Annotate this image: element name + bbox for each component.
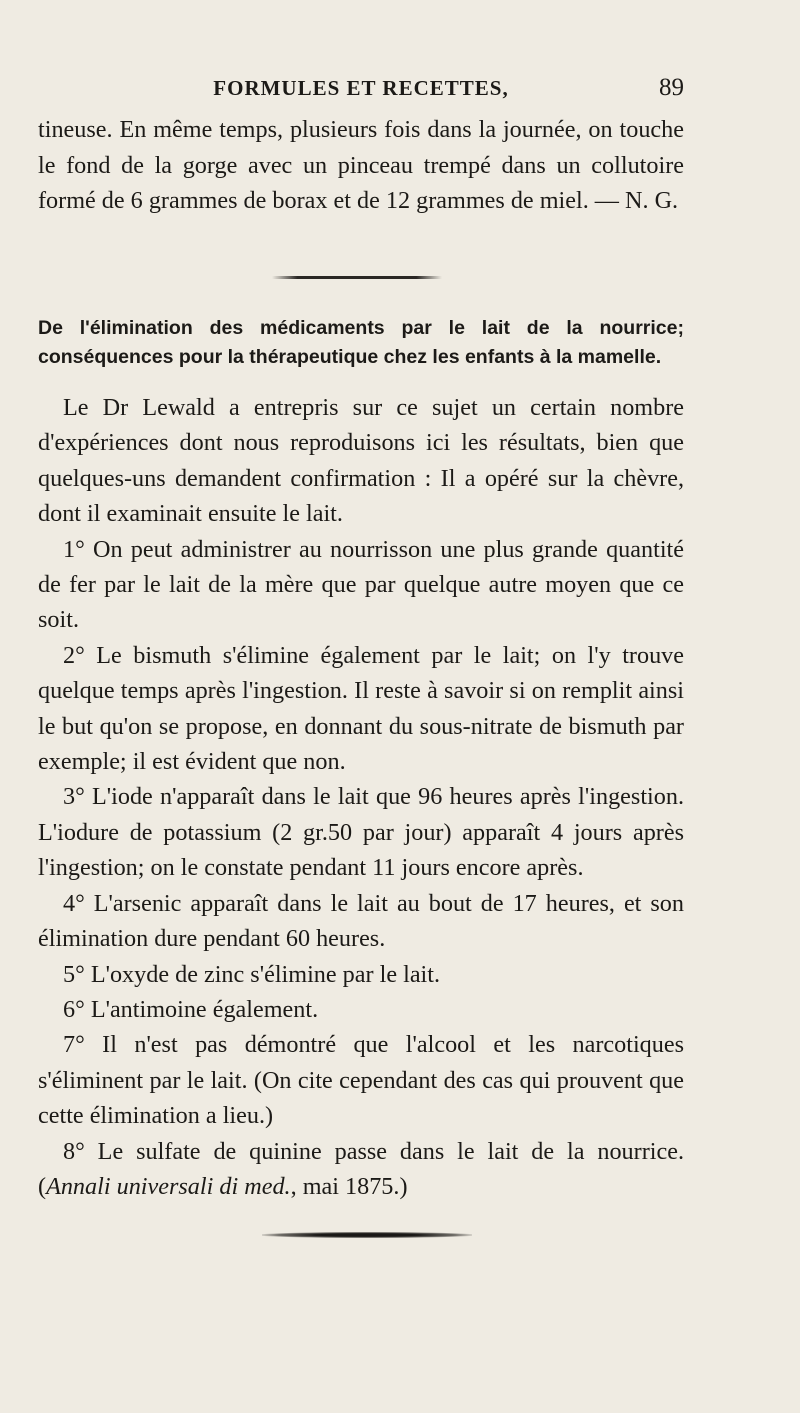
paragraph-item-7: 7° Il n'est pas démontré que l'alcool et les narcotiques s'éliminent par le lait. (On cite cependant des cas qui prouvent que cette élimination a lieu.)	[38, 1031, 684, 1130]
running-head: FORMULES ET RECETTES,	[213, 76, 509, 100]
paragraph-item-3: 3° L'iode n'apparaît dans le lait que 96 heures après l'ingestion. L'iodure de potassium (2 gr.50 par jour) apparaît 4 jours après l'ingestion; on le constate pendant 11 jours encore après.	[38, 783, 684, 882]
intro-paragraph	[38, 112, 684, 219]
citation-rest: , mai 1875.)	[290, 1172, 408, 1200]
paragraph-item-5: 5° L'oxyde de zinc s'élimine par le lait.	[63, 960, 441, 988]
article-body	[38, 390, 684, 1204]
citation-open: (	[38, 1172, 47, 1200]
paragraph-item-1: 1° On peut administrer au nourrisson une plus grande quantité de fer par le lait de la mère que par quelque autre moyen que ce soit.	[38, 535, 684, 634]
page-header	[38, 76, 684, 106]
paragraph-item-2: 2° Le bismuth s'élimine également par le lait; on l'y trouve quelque temps après l'ingestion. Il reste à savoir si on remplit ainsi le but qu'on se propose, en donnant du sous-nitrate de bismuth par exemple; il est évident que non.	[38, 641, 684, 776]
page-number: 89	[659, 74, 684, 101]
paragraph-item-6: 6° L'antimoine également.	[63, 995, 319, 1023]
end-ornament-rule	[262, 1232, 472, 1238]
section-divider	[272, 276, 442, 279]
citation	[38, 1173, 408, 1200]
paragraph-item-8	[38, 1134, 684, 1205]
intro-text: tineuse. En même temps, plusieurs fois dans la journée, on touche le fond de la gorge avec un pinceau trempé dans un collutoire formé de 6 grammes de borax et de 12 grammes de miel. — N. G.	[38, 116, 684, 214]
paragraph-intro: Le Dr Lewald a entrepris sur ce sujet un certain nombre d'expériences dont nous reproduisons ici les résultats, bien que quelques-uns demandent confirmation : Il a opéré sur la chèvre, dont il examinait ensuite le lait.	[38, 394, 684, 528]
paragraph-item-8-text: 8° Le sulfate de quinine passe dans le lait de la nourrice.	[63, 1137, 684, 1165]
section-title: De l'élimination des médicaments par le lait de la nourrice; conséquences pour la thérapeutique chez les enfants à la mamelle.	[38, 317, 684, 368]
citation-journal: Annali universali di med.	[46, 1172, 291, 1200]
paragraph-item-4: 4° L'arsenic apparaît dans le lait au bout de 17 heures, et son élimination dure pendant 60 heures.	[38, 889, 684, 953]
